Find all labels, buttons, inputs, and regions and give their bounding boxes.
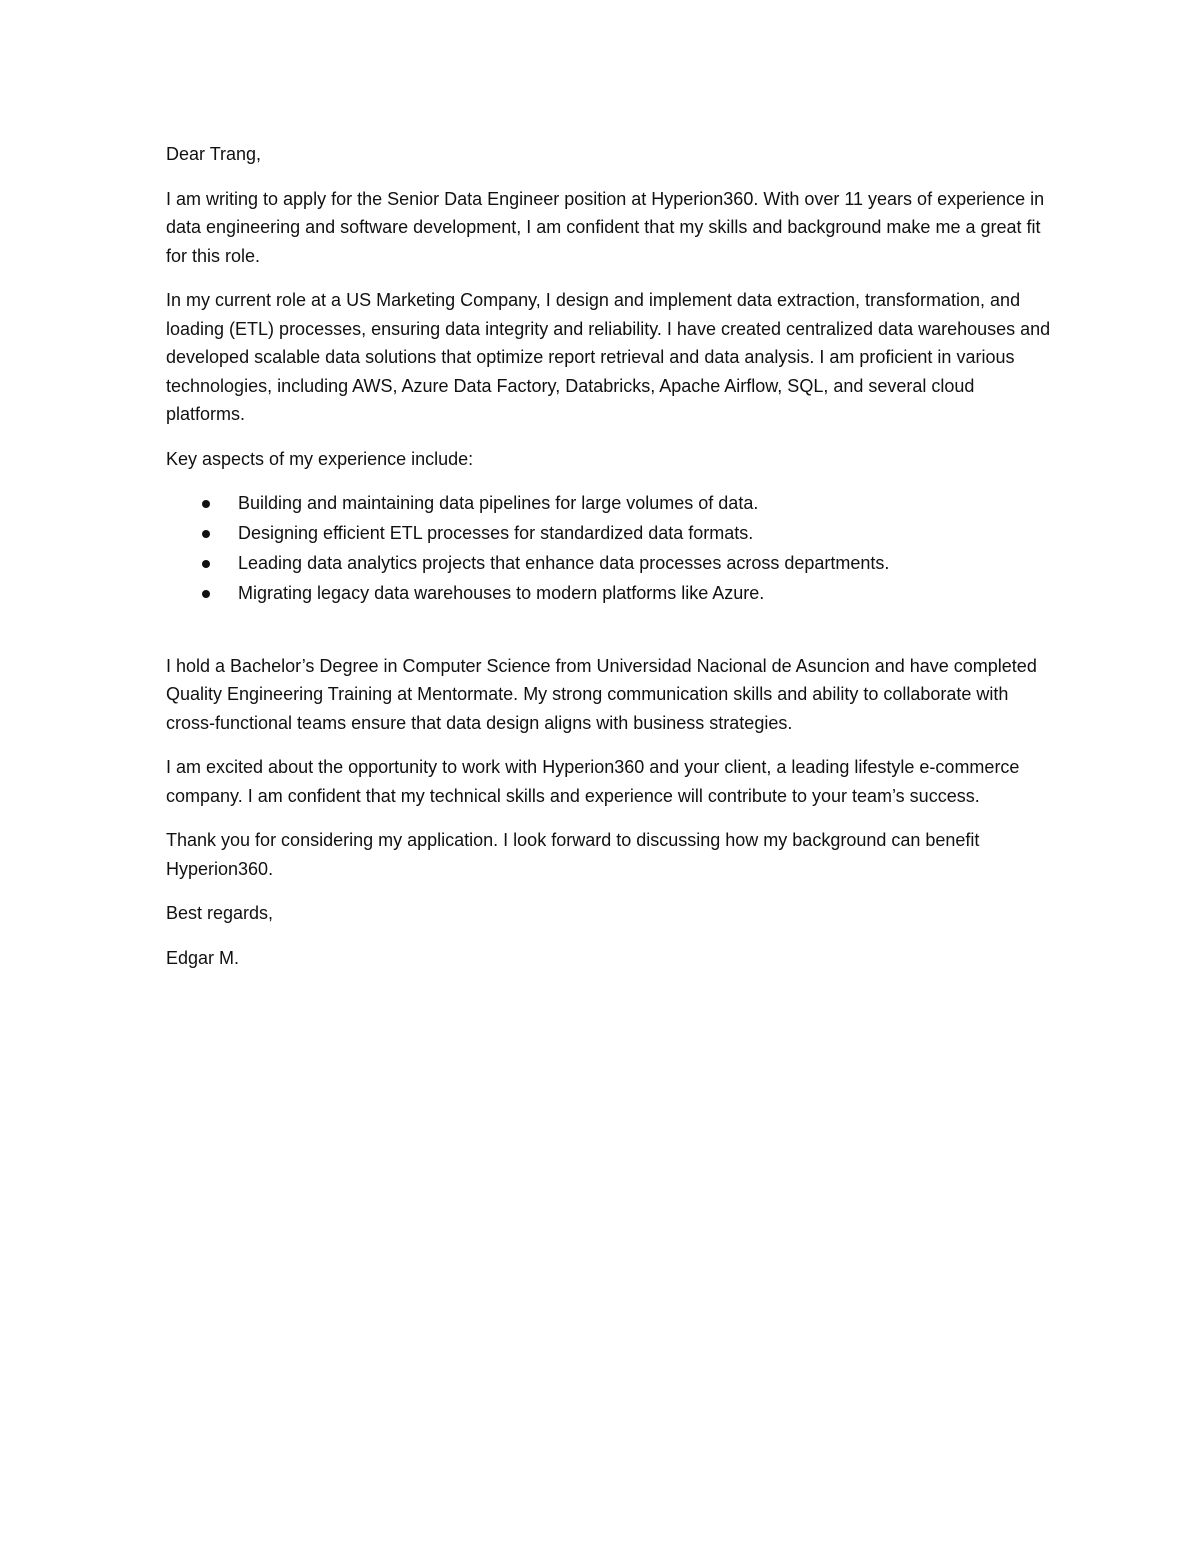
intro-paragraph: I am writing to apply for the Senior Data Engineer position at Hyperion360. With over 11 years of experience in data engineering and software development, I am confident that my skills and background make me a great fit for this role. [166, 188, 1045, 266]
bullet-icon [202, 590, 210, 598]
list-item [166, 519, 1056, 548]
closing: Best regards, [166, 903, 274, 923]
list-item-text: Designing efficient ETL processes for standardized data formats. [238, 523, 754, 543]
opportunity-paragraph: I am excited about the opportunity to work with Hyperion360 and your client, a leading lifestyle e-commerce company. I am confident that my technical skills and experience will contribute to your team’s success. [166, 757, 1020, 806]
key-aspects-heading: Key aspects of my experience include: [166, 448, 474, 469]
cover-letter [166, 140, 1056, 988]
current-role-paragraph: In my current role at a US Marketing Company, I design and implement data extraction, transformation, and loading (ETL) processes, ensuring data integrity and reliability. I have created centralized data warehouses and developed scalable data solutions that optimize report retrieval and data analysis. I am proficient in various technologies, including AWS, Azure Data Factory, Databricks, Apache Airflow, SQL, and several cloud platforms. [166, 290, 1051, 424]
bullet-icon [202, 560, 210, 568]
list-item [166, 489, 1056, 518]
education-paragraph: I hold a Bachelor’s Degree in Computer Science from Universidad Nacional de Asuncion and have completed Quality Engineering Training at Mentormate. My strong communication skills and ability to collaborate with cross-functional teams ensure that data design aligns with business strategies. [166, 655, 1037, 733]
list-item-text: Migrating legacy data warehouses to modern platforms like Azure. [238, 583, 765, 603]
experience-bullet-list [166, 489, 1056, 608]
salutation: Dear Trang, [166, 144, 262, 164]
list-item [166, 579, 1056, 608]
list-item-text: Building and maintaining data pipelines for large volumes of data. [238, 493, 759, 513]
thank-you-paragraph: Thank you for considering my application. I look forward to discussing how my background can benefit Hyperion360. [166, 830, 980, 879]
signature: Edgar M. [166, 947, 240, 968]
list-item-text: Leading data analytics projects that enhance data processes across departments. [238, 553, 890, 573]
bullet-icon [202, 530, 210, 538]
bullet-icon [202, 500, 210, 508]
list-item [166, 549, 1056, 578]
